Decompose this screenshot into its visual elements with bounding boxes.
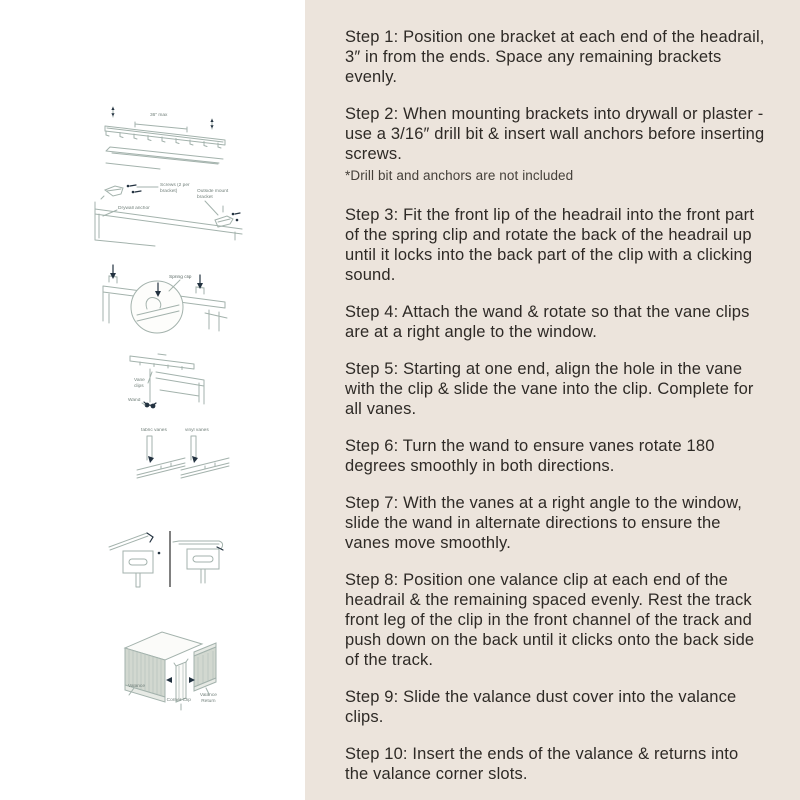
illustration-valance-clips — [103, 521, 238, 599]
vane-clips-label: Vane clips — [134, 378, 145, 389]
illustration-headrail-spacing — [90, 100, 240, 172]
step-1-text: Step 1: Position one bracket at each end of the headrail, 3″ in from the ends. Space any remaining brackets evenly. — [345, 28, 765, 86]
illustration-vane-insert — [133, 426, 253, 488]
headrail-dimension-label: 36″ max — [150, 113, 168, 118]
drill-bit-note: *Drill bit and anchors are not included — [345, 168, 574, 183]
step-5-text: Step 5: Starting at one end, align the hole in the vane with the clip & slide the vane into the clip. Complete for all vanes. — [345, 360, 754, 418]
step-4-text: Step 4: Attach the wand & rotate so that the vane clips are at a right angle to the window. — [345, 303, 750, 341]
illustration-wand — [98, 346, 213, 426]
vane-insert-left-label: fabric vanes — [141, 428, 167, 433]
step-6-text: Step 6: Turn the wand to ensure vanes rotate 180 degrees smoothly in both directions. — [345, 437, 715, 475]
step-3-text: Step 3: Fit the front lip of the headrail into the front part of the spring clip and rotate the back of the headrail up until it locks into the back part of the clip with a clicking sound. — [345, 206, 755, 284]
valance-return-label: Valance Return — [199, 693, 217, 704]
illustration-spring-clip — [85, 253, 250, 343]
illustration-valance-corner — [98, 626, 263, 761]
screws-label: Screws (2 per bracket) — [160, 183, 190, 194]
drywall-anchor-label: Drywall anchor — [118, 206, 150, 211]
step-10-text: Step 10: Insert the ends of the valance & returns into the valance corner slots. — [345, 745, 739, 783]
vane-insert-right-label: vinyl vanes — [185, 428, 209, 433]
valance-label: Valance — [128, 684, 145, 689]
step-8-text: Step 8: Position one valance clip at each end of the headrail & the remaining spaced evenly. Rest the track front leg of the clip in the front channel of the track and push down on the back until it clicks onto the back side of the track. — [345, 571, 755, 669]
step-9-text: Step 9: Slide the valance dust cover into the valance clips. — [345, 688, 737, 726]
spring-clip-label: Spring clip — [169, 275, 192, 280]
wand-label: Wand — [128, 398, 141, 403]
step-7-text: Step 7: With the vanes at a right angle to the window, slide the wand in alternate directions to ensure the vanes move smoothly. — [345, 494, 743, 552]
corner-clip-label: Corner Clip — [166, 698, 191, 703]
steps-text-column — [345, 27, 765, 800]
illustration-mounting-brackets — [85, 176, 247, 250]
step-2-text: Step 2: When mounting brackets into drywall or plaster - use a 3/16″ drill bit & insert wall anchors before inserting screws. — [345, 105, 765, 163]
outside-mount-bracket-label: Outside mount bracket — [197, 189, 229, 200]
